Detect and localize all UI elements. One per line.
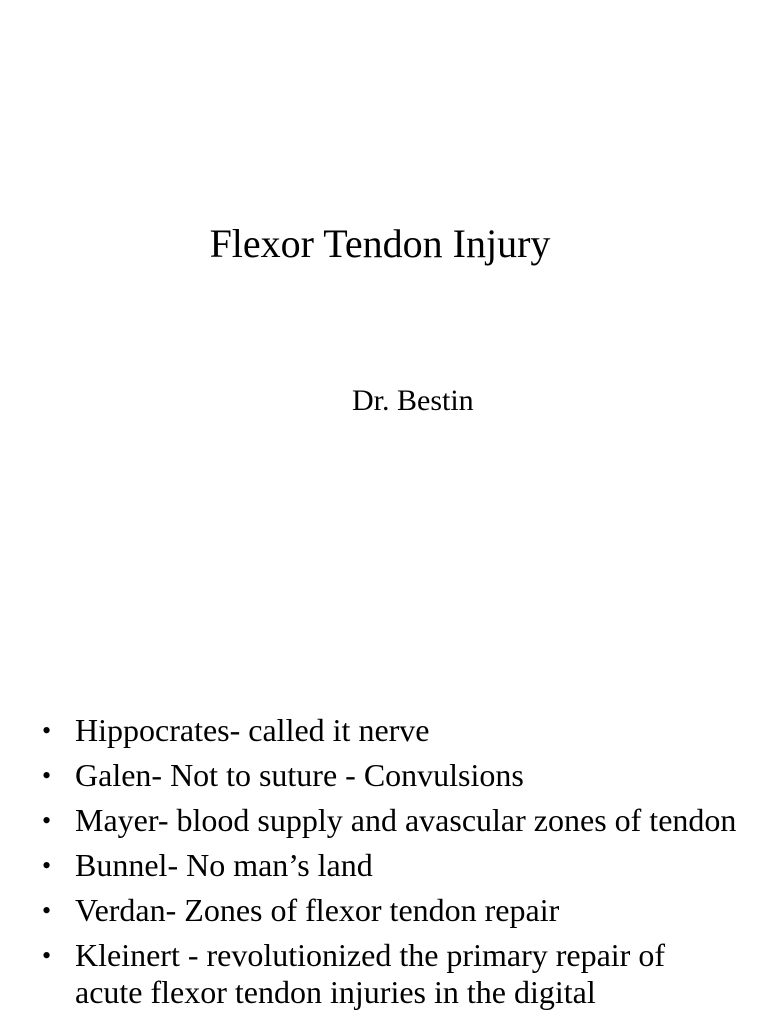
list-item bbox=[38, 892, 738, 929]
list-item bbox=[38, 712, 738, 749]
bullet-icon: • bbox=[42, 761, 52, 790]
bullet-icon: • bbox=[42, 941, 52, 970]
bullet-icon: • bbox=[42, 716, 52, 745]
bullet-text: Galen- Not to suture - Convulsions bbox=[75, 757, 524, 793]
bullet-text: Bunnel- No man’s land bbox=[75, 847, 373, 883]
slide-author: Dr. Bestin bbox=[352, 384, 474, 417]
bullet-icon: • bbox=[42, 896, 52, 925]
history-bullet-list bbox=[38, 712, 738, 1019]
list-item bbox=[38, 802, 738, 839]
list-item bbox=[38, 757, 738, 794]
bullet-text: Verdan- Zones of flexor tendon repair bbox=[75, 892, 560, 928]
bullet-icon: • bbox=[42, 851, 52, 880]
bullet-text: Mayer- blood supply and avascular zones of tendon bbox=[75, 802, 737, 838]
list-item bbox=[38, 937, 738, 1011]
bullet-text: Kleinert - revolutionized the primary repair of acute flexor tendon injuries in the digital bbox=[75, 937, 665, 1010]
slide-title: Flexor Tendon Injury bbox=[209, 221, 551, 266]
bullet-text: Hippocrates- called it nerve bbox=[75, 712, 430, 748]
bullet-icon: • bbox=[42, 806, 52, 835]
list-item bbox=[38, 847, 738, 884]
